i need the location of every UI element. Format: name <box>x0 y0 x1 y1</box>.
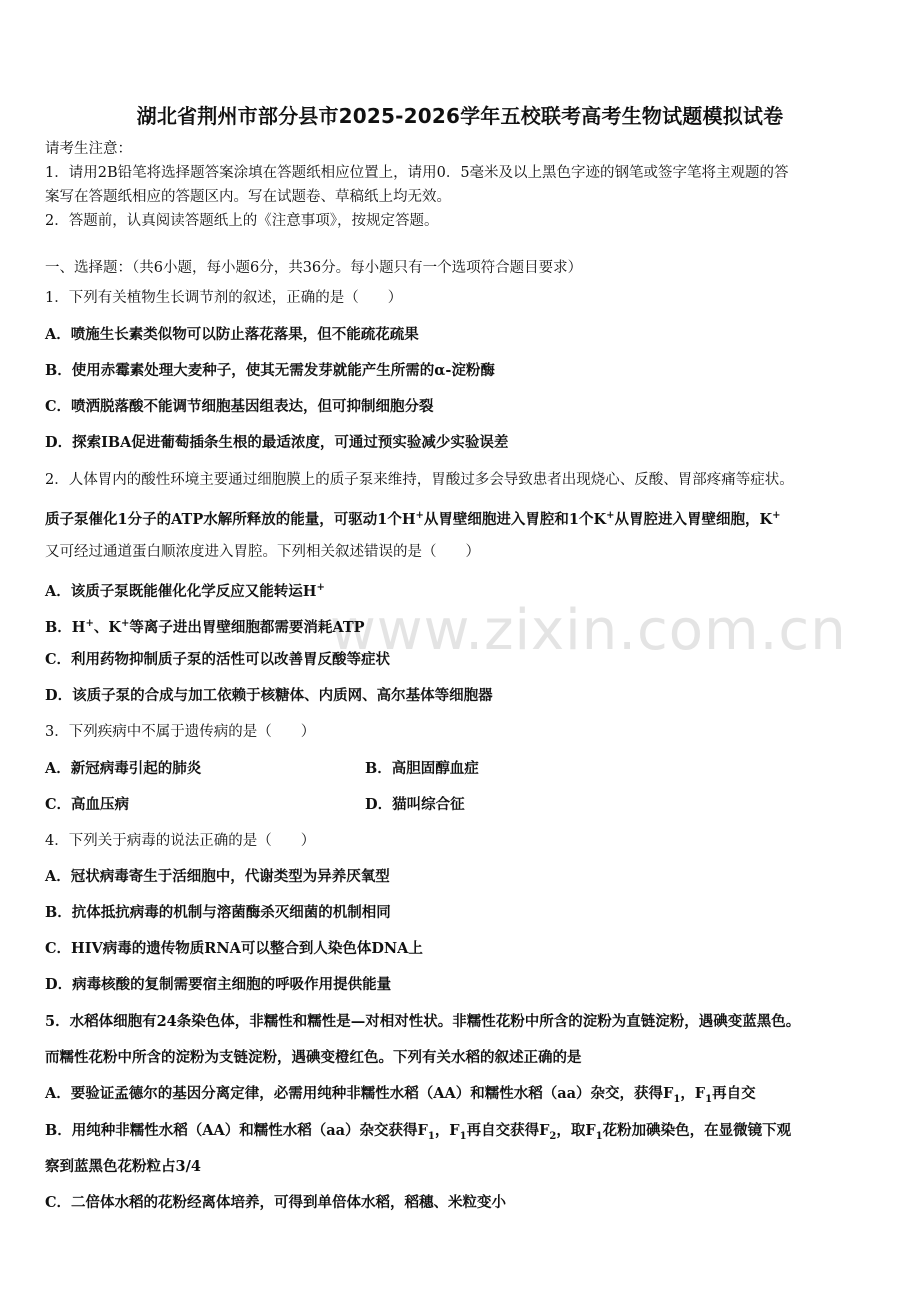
question-5-option-a: A．要验证孟德尔的基因分离定律，必需用纯种非糯性水稻（AA）和糯性水稻（aa）杂交，获得$F_1$，$F_1$再自交 <box>45 1085 756 1105</box>
question-2-stem-1: 2．人体胃内的酸性环境主要通过细胞膜上的质子泵来维持，胃酸过多会导致患者出现烧心、反酸、胃部疼痛等症状。 <box>45 472 794 488</box>
question-4-option-c: C．HIV病毒的遗传物质RNA可以整合到人染色体DNA上 <box>45 940 423 957</box>
section-heading: 一、选择题：（共6小题，每小题6分，共36分。每小题只有一个选项符合题目要求） <box>45 260 583 276</box>
question-3-option-c: C．高血压病 <box>45 796 130 813</box>
page-title: 湖北省荆州市部分县市2025-2026学年五校联考高考生物试题模拟试卷 <box>136 104 784 128</box>
notice-item-2: 2．答题前，认真阅读答题纸上的《注意事项》，按规定答题。 <box>45 213 439 229</box>
question-3-option-d: D．猫叫综合征 <box>365 796 465 813</box>
question-2-option-a: A．该质子泵既能催化化学反应又能转运H+ <box>45 582 325 600</box>
question-2-stem-2: 质子泵催化1分子的ATP水解所释放的能量，可驱动1个H+从胃壁细胞进入胃腔和1个K+从胃腔进入胃壁细胞，K+ <box>45 510 781 528</box>
question-2-option-b: B．H+、K+等离子进出胃壁细胞都需要消耗ATP <box>45 618 365 636</box>
question-4-option-d: D．病毒核酸的复制需要宿主细胞的呼吸作用提供能量 <box>45 976 392 993</box>
question-1-option-c: C．喷洒脱落酸不能调节细胞基因组表达，但可抑制细胞分裂 <box>45 398 434 415</box>
notice-heading: 请考生注意： <box>45 141 132 157</box>
question-3-stem: 3．下列疾病中不属于遗传病的是（ ） <box>45 724 316 740</box>
question-4-option-b: B．抗体抵抗病毒的机制与溶菌酶杀灭细菌的机制相同 <box>45 904 391 921</box>
question-3-option-b: B．高胆固醇血症 <box>365 760 479 777</box>
question-5-option-b-cont: 察到蓝黑色花粉粒占3/4 <box>45 1158 201 1175</box>
notice-item-1: 1．请用2B铅笔将选择题答案涂填在答题纸相应位置上，请用0．5毫米及以上黑色字迹的钢笔或签字笔将主观题的答 <box>45 165 789 181</box>
question-5-stem-2: 而糯性花粉中所含的淀粉为支链淀粉，遇碘变橙红色。下列有关水稻的叙述正确的是 <box>45 1049 582 1066</box>
question-5-option-c: C．二倍体水稻的花粉经离体培养，可得到单倍体水稻，稻穗、米粒变小 <box>45 1194 507 1211</box>
question-5-option-b: B．用纯种非糯性水稻（AA）和糯性水稻（aa）杂交获得$F_1$，$F_1$再自交获得$F_2$，取$F_1$花粉加碘染色，在显微镜下观 <box>45 1122 792 1142</box>
question-4-option-a: A．冠状病毒寄生于活细胞中，代谢类型为异养厌氧型 <box>45 868 390 885</box>
question-2-option-d: D．该质子泵的合成与加工依赖于核糖体、内质网、高尔基体等细胞器 <box>45 687 493 704</box>
question-3-option-a: A．新冠病毒引起的肺炎 <box>45 760 202 777</box>
question-4-stem: 4．下列关于病毒的说法正确的是（ ） <box>45 833 316 849</box>
question-1-stem: 1．下列有关植物生长调节剂的叙述，正确的是（ ） <box>45 290 403 306</box>
notice-item-1-cont: 案写在答题纸相应的答题区内。写在试题卷、草稿纸上均无效。 <box>45 189 451 205</box>
question-1-option-b: B．使用赤霉素处理大麦种子，使其无需发芽就能产生所需的α-淀粉酶 <box>45 362 495 379</box>
watermark: www.zixin.com.cn <box>330 598 847 663</box>
question-2-stem-3: 又可经过通道蛋白顺浓度进入胃腔。下列相关叙述错误的是（ ） <box>45 544 480 560</box>
question-1-option-d: D．探索IBA促进葡萄插条生根的最适浓度，可通过预实验减少实验误差 <box>45 434 509 451</box>
question-2-option-c: C．利用药物抑制质子泵的活性可以改善胃反酸等症状 <box>45 651 391 668</box>
question-1-option-a: A．喷施生长素类似物可以防止落花落果，但不能疏花疏果 <box>45 326 419 343</box>
question-5-stem-1: 5．水稻体细胞有24条染色体，非糯性和糯性是—对相对性状。非糯性花粉中所含的淀粉为直链淀粉，遇碘变蓝黑色。 <box>45 1013 801 1030</box>
